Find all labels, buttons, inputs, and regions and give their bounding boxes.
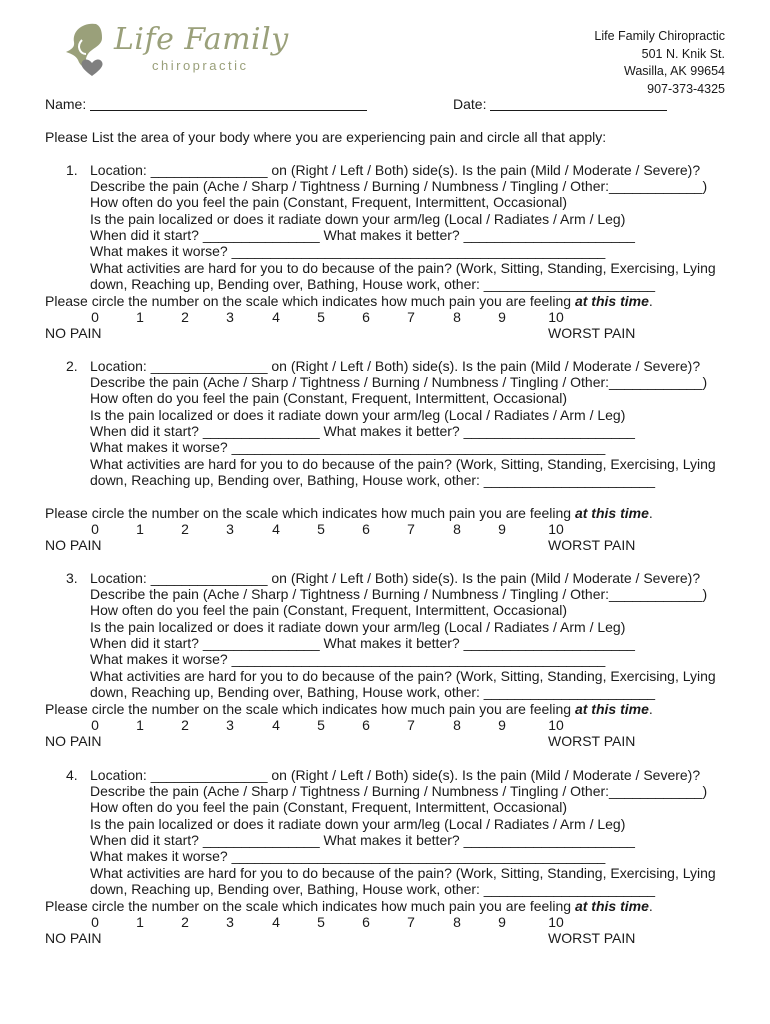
date-field[interactable]: [490, 110, 667, 111]
pain-scale-5[interactable]: 5: [317, 717, 325, 733]
scale-instruction-text: Please circle the number on the scale which indicates how much pain you are feeling: [45, 898, 575, 914]
pain-scale-9[interactable]: 9: [498, 521, 506, 537]
activities-line: What activities are hard for you to do because of the pain? (Work, Sitting, Standing, Exercising, Lying: [90, 260, 716, 276]
woman-silhouette-heart-icon: [62, 20, 122, 82]
activities-line: What activities are hard for you to do because of the pain? (Work, Sitting, Standing, Exercising, Lying: [90, 456, 716, 472]
frequency-line: How often do you feel the pain (Constant, Frequent, Intermittent, Occasional): [90, 390, 568, 406]
pain-scale-0[interactable]: 0: [91, 521, 99, 537]
radiation-line: Is the pain localized or does it radiate down your arm/leg (Local / Radiates / Arm / Leg): [90, 211, 626, 227]
clinic-name: Life Family Chiropractic: [594, 29, 725, 43]
scale-emphasis: at this time: [574, 293, 649, 309]
pain-scale-4[interactable]: 4: [272, 521, 280, 537]
pain-scale-1[interactable]: 1: [136, 521, 144, 537]
pain-scale-0[interactable]: 0: [91, 717, 99, 733]
logo-name: Life Family: [114, 22, 289, 57]
pain-scale-1[interactable]: 1: [136, 717, 144, 733]
pain-scale-4[interactable]: 4: [272, 309, 280, 325]
pain-scale-2[interactable]: 2: [181, 914, 189, 930]
pain-scale-2[interactable]: 2: [181, 309, 189, 325]
activities-line-2: down, Reaching up, Bending over, Bathing, House work, other: ______________________: [90, 881, 656, 897]
pain-scale-10[interactable]: 10: [548, 521, 564, 537]
name-field[interactable]: [90, 110, 367, 111]
worst-pain-label: WORST PAIN: [548, 930, 636, 946]
pain-scale-8[interactable]: 8: [453, 717, 461, 733]
location-line: Location: _______________ on (Right / Left / Both) side(s). Is the pain (Mild / Moderate / Severe)?: [90, 570, 701, 586]
pain-scale-4[interactable]: 4: [272, 717, 280, 733]
pain-scale-9[interactable]: 9: [498, 309, 506, 325]
pain-scale-3[interactable]: 3: [226, 717, 234, 733]
pain-scale-9[interactable]: 9: [498, 717, 506, 733]
pain-scale-10[interactable]: 10: [548, 914, 564, 930]
scale-instruction-text: Please circle the number on the scale which indicates how much pain you are feeling: [45, 505, 575, 521]
scale-instruction-end: .: [648, 293, 653, 309]
pain-scale-10[interactable]: 10: [548, 717, 564, 733]
pain-scale-8[interactable]: 8: [453, 914, 461, 930]
scale-instruction: [45, 505, 653, 521]
radiation-line: Is the pain localized or does it radiate down your arm/leg (Local / Radiates / Arm / Leg): [90, 816, 626, 832]
pain-scale-8[interactable]: 8: [453, 309, 461, 325]
pain-scale-6[interactable]: 6: [362, 521, 370, 537]
scale-instruction-end: .: [648, 701, 653, 717]
clinic-logo: [62, 20, 289, 82]
pain-scale-3[interactable]: 3: [226, 914, 234, 930]
section-number: 4.: [66, 767, 78, 783]
logo-subtitle: chiropractic: [152, 58, 249, 73]
worse-line: What makes it worse? ________________________________________________: [90, 848, 606, 864]
worse-line: What makes it worse? ________________________________________________: [90, 651, 606, 667]
radiation-line: Is the pain localized or does it radiate down your arm/leg (Local / Radiates / Arm / Leg): [90, 619, 626, 635]
pain-scale-9[interactable]: 9: [498, 914, 506, 930]
pain-scale-10[interactable]: 10: [548, 309, 564, 325]
pain-scale-8[interactable]: 8: [453, 521, 461, 537]
pain-scale-5[interactable]: 5: [317, 914, 325, 930]
pain-scale-6[interactable]: 6: [362, 717, 370, 733]
scale-emphasis: at this time: [574, 701, 649, 717]
describe-line: Describe the pain (Ache / Sharp / Tightness / Burning / Numbness / Tingling / Other:____________): [90, 586, 708, 602]
pain-scale-6[interactable]: 6: [362, 309, 370, 325]
worst-pain-label: WORST PAIN: [548, 733, 636, 749]
frequency-line: How often do you feel the pain (Constant, Frequent, Intermittent, Occasional): [90, 602, 568, 618]
clinic-street: 501 N. Knik St.: [641, 46, 725, 61]
section-number: 3.: [66, 570, 78, 586]
worse-line: What makes it worse? ________________________________________________: [90, 439, 606, 455]
pain-scale-0[interactable]: 0: [91, 914, 99, 930]
start-better-line: When did it start? _______________ What makes it better? ______________________: [90, 423, 635, 439]
pain-scale-1[interactable]: 1: [136, 914, 144, 930]
scale-instruction: [45, 293, 653, 309]
pain-scale-4[interactable]: 4: [272, 914, 280, 930]
section-number: 1.: [66, 162, 78, 178]
scale-instruction-text: Please circle the number on the scale which indicates how much pain you are feeling: [45, 701, 575, 717]
frequency-line: How often do you feel the pain (Constant, Frequent, Intermittent, Occasional): [90, 194, 568, 210]
pain-scale-7[interactable]: 7: [407, 914, 415, 930]
section-number: 2.: [66, 358, 78, 374]
clinic-phone: 907-373-4325: [647, 81, 725, 96]
worst-pain-label: WORST PAIN: [548, 537, 636, 553]
start-better-line: When did it start? _______________ What makes it better? ______________________: [90, 635, 635, 651]
worse-line: What makes it worse? ________________________________________________: [90, 243, 606, 259]
location-line: Location: _______________ on (Right / Left / Both) side(s). Is the pain (Mild / Moderate / Severe)?: [90, 358, 701, 374]
scale-emphasis: at this time: [574, 898, 649, 914]
no-pain-label: NO PAIN: [45, 537, 102, 553]
start-better-line: When did it start? _______________ What makes it better? ______________________: [90, 832, 635, 848]
no-pain-label: NO PAIN: [45, 733, 102, 749]
activities-line: What activities are hard for you to do because of the pain? (Work, Sitting, Standing, Exercising, Lying: [90, 865, 716, 881]
pain-scale-5[interactable]: 5: [317, 521, 325, 537]
pain-scale-5[interactable]: 5: [317, 309, 325, 325]
clinic-address: [594, 28, 725, 98]
frequency-line: How often do you feel the pain (Constant, Frequent, Intermittent, Occasional): [90, 799, 568, 815]
pain-scale-1[interactable]: 1: [136, 309, 144, 325]
pain-scale-2[interactable]: 2: [181, 717, 189, 733]
scale-instruction-end: .: [648, 505, 653, 521]
date-label: Date:: [453, 96, 487, 112]
name-label: Name:: [45, 96, 87, 112]
start-better-line: When did it start? _______________ What makes it better? ______________________: [90, 227, 635, 243]
location-line: Location: _______________ on (Right / Left / Both) side(s). Is the pain (Mild / Moderate / Severe)?: [90, 162, 701, 178]
worst-pain-label: WORST PAIN: [548, 325, 636, 341]
scale-instruction: [45, 898, 653, 914]
clinic-city: Wasilla, AK 99654: [624, 64, 725, 78]
scale-instruction-text: Please circle the number on the scale which indicates how much pain you are feeling: [45, 293, 575, 309]
pain-scale-7[interactable]: 7: [407, 717, 415, 733]
radiation-line: Is the pain localized or does it radiate down your arm/leg (Local / Radiates / Arm / Leg): [90, 407, 626, 423]
scale-emphasis: at this time: [574, 505, 649, 521]
instructions: Please List the area of your body where you are experiencing pain and circle all that apply:: [45, 129, 607, 145]
location-line: Location: _______________ on (Right / Left / Both) side(s). Is the pain (Mild / Moderate / Severe)?: [90, 767, 701, 783]
describe-line: Describe the pain (Ache / Sharp / Tightness / Burning / Numbness / Tingling / Other:____________): [90, 374, 708, 390]
pain-scale-7[interactable]: 7: [407, 521, 415, 537]
pain-scale-2[interactable]: 2: [181, 521, 189, 537]
scale-instruction-end: .: [648, 898, 653, 914]
no-pain-label: NO PAIN: [45, 930, 102, 946]
pain-scale-6[interactable]: 6: [362, 914, 370, 930]
pain-scale-3[interactable]: 3: [226, 521, 234, 537]
no-pain-label: NO PAIN: [45, 325, 102, 341]
scale-instruction: [45, 701, 653, 717]
pain-scale-3[interactable]: 3: [226, 309, 234, 325]
pain-scale-0[interactable]: 0: [91, 309, 99, 325]
describe-line: Describe the pain (Ache / Sharp / Tightness / Burning / Numbness / Tingling / Other:____________): [90, 178, 708, 194]
activities-line-2: down, Reaching up, Bending over, Bathing, House work, other: ______________________: [90, 472, 656, 488]
describe-line: Describe the pain (Ache / Sharp / Tightness / Burning / Numbness / Tingling / Other:____________): [90, 783, 708, 799]
activities-line: What activities are hard for you to do because of the pain? (Work, Sitting, Standing, Exercising, Lying: [90, 668, 716, 684]
activities-line-2: down, Reaching up, Bending over, Bathing, House work, other: ______________________: [90, 684, 656, 700]
activities-line-2: down, Reaching up, Bending over, Bathing, House work, other: ______________________: [90, 276, 656, 292]
pain-scale-7[interactable]: 7: [407, 309, 415, 325]
